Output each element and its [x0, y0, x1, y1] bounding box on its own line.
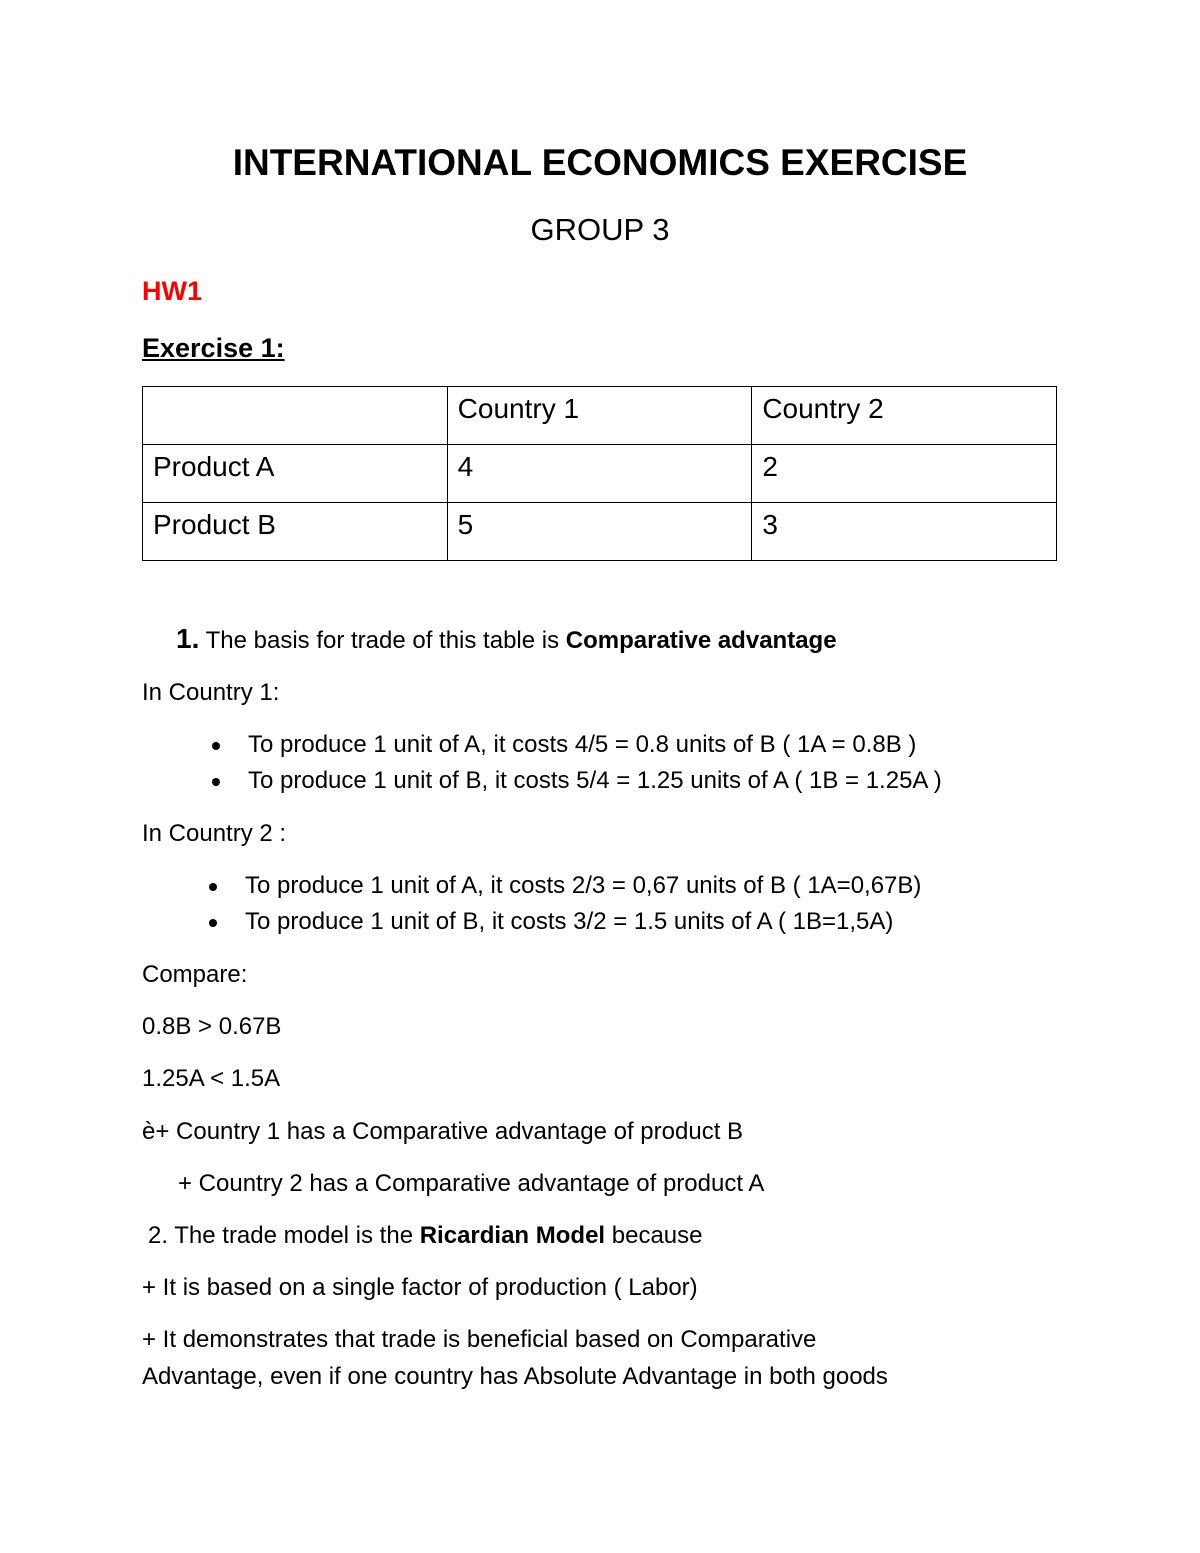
table-row [143, 445, 1057, 503]
compare-line-2: 1.25A < 1.5A [142, 1065, 281, 1092]
table-header-text: Country 2 [762, 393, 884, 424]
question-2-suffix: because [605, 1222, 703, 1249]
table-cell-text: 3 [762, 509, 778, 540]
question-2-prefix: 2. The trade model is the [148, 1222, 420, 1249]
document-subtitle: GROUP 3 [530, 212, 670, 247]
table-cell-text: Product A [153, 451, 275, 482]
table-header-row [143, 387, 1057, 445]
question-2-answer: Ricardian Model [419, 1222, 606, 1249]
country-2-heading: In Country 2 : [142, 820, 287, 847]
question-2-reason-2-line-1: + It demonstrates that trade is beneficial based on Comparative [142, 1326, 817, 1353]
compare-line-1: 0.8B > 0.67B [142, 1013, 282, 1040]
compare-conclusion-2: + Country 2 has a Comparative advantage of product A [178, 1170, 765, 1197]
bullet-icon [209, 919, 217, 927]
table-header-text: Country 1 [457, 393, 580, 424]
table-cell-text: 4 [457, 451, 474, 482]
table-cell-text: 5 [457, 509, 474, 540]
table-cell [752, 445, 1057, 503]
table-cell [752, 503, 1057, 561]
question-1-text: The basis for trade of this table is [199, 627, 566, 654]
table-cell [143, 445, 448, 503]
question-2-reason-2-line-2: Advantage, even if one country has Absolute Advantage in both goods [142, 1363, 888, 1390]
document-title: INTERNATIONAL ECONOMICS EXERCISE [232, 142, 968, 183]
question-2 [148, 1221, 703, 1251]
question-2-reason-1: + It is based on a single factor of production ( Labor) [142, 1274, 698, 1301]
bullet-icon [209, 883, 217, 891]
table-header-cell [447, 387, 752, 445]
table-cell [447, 503, 752, 561]
bullet-icon [212, 778, 220, 786]
table-cell-text: Product B [153, 509, 276, 540]
country-2-bullet: To produce 1 unit of A, it costs 2/3 = 0,67 units of B ( 1A=0,67B) [245, 872, 922, 899]
question-1 [176, 624, 837, 656]
table-header-text [153, 387, 437, 389]
table-cell-text: 2 [762, 451, 778, 482]
table-cell [447, 445, 752, 503]
country-1-heading: In Country 1: [142, 679, 280, 706]
compare-heading: Compare: [142, 961, 248, 988]
country-1-bullet: To produce 1 unit of B, it costs 5/4 = 1.25 units of A ( 1B = 1.25A ) [248, 767, 942, 794]
question-1-number: 1. [176, 623, 200, 654]
table-header-cell [143, 387, 448, 445]
country-2-bullet: To produce 1 unit of B, it costs 3/2 = 1.5 units of A ( 1B=1,5A) [245, 908, 894, 935]
bullet-icon [212, 742, 220, 750]
table-header-cell [752, 387, 1057, 445]
table-row [143, 503, 1057, 561]
homework-label: HW1 [142, 276, 202, 306]
table-cell [143, 503, 448, 561]
country-1-bullet: To produce 1 unit of A, it costs 4/5 = 0.8 units of B ( 1A = 0.8B ) [248, 731, 917, 758]
exercise-heading: Exercise 1: [142, 333, 285, 363]
production-table [142, 386, 1057, 561]
compare-conclusion-1: è+ Country 1 has a Comparative advantage of product B [142, 1118, 744, 1145]
question-1-answer: Comparative advantage [565, 627, 837, 654]
